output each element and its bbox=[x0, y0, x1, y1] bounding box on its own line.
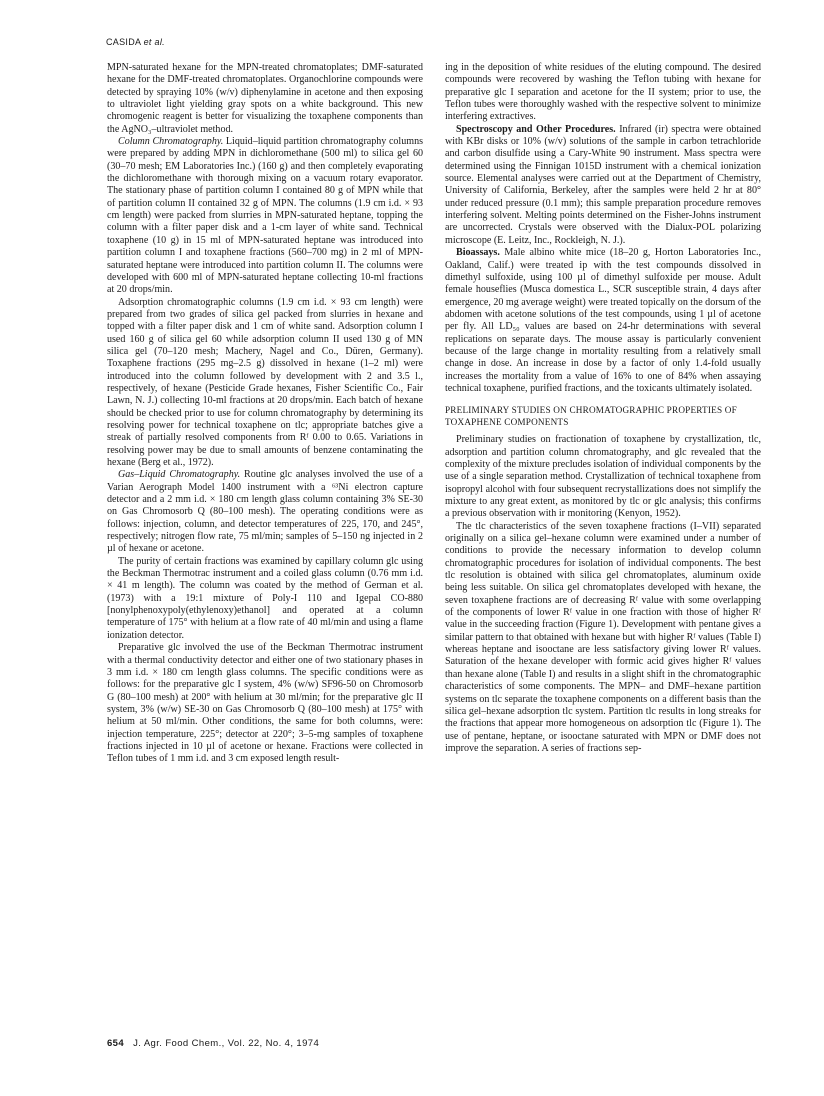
paragraph-preparative-glc: Preparative glc involved the use of the Beckman Thermotrac instrument with a thermal conductivity detector and either one of two stationary phases in 3 mm i.d. × 180 cm length glass columns. The specific conditions were as follows: for the preparative glc I system, 4% (w/w) SF96-50 on Chromosorb G (80–100 mesh) at 200° with helium at 30 ml/min; for the preparative glc II system, 3% (w/w) SE-30 on Gas Chromosorb Q (80–100 mesh) at 175° with helium at 50 ml/min. Other conditions, the same for both columns, were: injection temperature, 225°; detector at 220°; 3–5-mg samples of toxaphene fractions injected in 10 µl of acetone or hexane. Fractions were collected in Teflon tubes of 1 mm i.d. and 3 cm exposed length result- bbox=[107, 642, 423, 765]
paragraph-column-chromatography bbox=[107, 136, 423, 296]
paragraph-teflon-tubes: ing in the deposition of white residues of the eluting compound. The desired compounds were recovered by washing the Teflon tubing with hexane for preparative glc I separation and acetone for the II system; prior to use, the Teflon tubes were thoroughly washed with the respective solvent to minimize interfering extractives. bbox=[445, 62, 761, 123]
running-head bbox=[106, 37, 165, 47]
paragraph-capillary-glc: The purity of certain fractions was examined by capillary column glc using the Beckman Thermotrac instrument and a coiled glass column (0.76 mm i.d. × 41 m length). The column was coated by the method of German et al. (1973) with a 19:1 mixture of Poly-I 110 and Igepal CO-880 [nonylphenoxypoly(ethylenoxy)ethanol] and operated at a column temperature of 175° with helium at a flow rate of 40 ml/min and using a flame ionization detector. bbox=[107, 555, 423, 641]
paragraph-spectroscopy-text: Infrared (ir) spectra were obtained with KBr disks or 10% (w/v) solutions of the sample in carbon tetrachloride and carbon disulfide using a Cary-White 90 instrument. Mass spectra were determined using the Finnigan 1015D instrument with a chemical ionization source. Elemental analyses were carried out at the Department of Chemistry, University of California, Berkeley, after the samples were held 2 hr at 80° under reduced pressure (0.1 mm); this sample preparation procedure removes interfering solvent. Melting points determined on the Fisher-Johns instrument are uncorrected. Crystals were observed with the Dialux-POL polarizing microscope (E. Leitz, Inc., Rockleigh, N. J.). bbox=[445, 123, 761, 246]
paragraph-preliminary-studies: Preliminary studies on fractionation of toxaphene by crystallization, tlc, adsorption and partition column chromatography, and glc revealed that the complexity of the mixture precludes isolation of individual components by the use of a single separation method. Crystallization of technical toxaphene from isopropyl alcohol with four subsequent recrystallizations does not simplify the mixture to any great extent, as monitored by tlc or glc analysis; this confirms a previous observation with ir monitoring (Kenyon, 1952). bbox=[445, 434, 761, 520]
subhead-gas-liquid-chromatography: Gas–Liquid Chromatography. bbox=[118, 469, 241, 481]
running-head-etal: et al. bbox=[143, 37, 165, 47]
paragraph-glc-text: Routine glc analyses involved the use of a Varian Aerograph Model 1400 instrument with a ⁶³Ni electron capture detector and a 2 mm i.d. × 180 cm length glass column containing 3% SE-30 on Gas Chromosorb Q (80–100 mesh). The operating conditions were as follows: injection, column, and detector temperatures of 225, 170, and 245°, respectively; nitrogen flow rate, 75 ml/min; samples of 5–150 ng injected in 2 µl of hexane or acetone. bbox=[107, 469, 423, 555]
section-heading: PRELIMINARY STUDIES ON CHROMATOGRAPHIC PROPERTIES OF TOXAPHENE COMPONENTS bbox=[445, 405, 737, 427]
paragraph-column-chromatography-text: Liquid–liquid partition chromatography columns were prepared by adding MPN in dichloromethane (500 ml) to silica gel 60 (30–70 mesh; EM Laboratories Inc.) (160 g) and then completely evaporating the dichloromethane with thorough mixing on a vacuum rotary evaporator. The stationary phase of partition column I contained 80 g of MPN while that of partition column II contained 32 g of MPN. The columns (1.9 cm i.d. × 93 cm length) were packed from slurries in MPN-saturated heptane, topping the column with a filter paper disk and a 1-cm layer of white sand. Technical toxaphene (10 g) in 15 ml of MPN-saturated heptane was introduced into partition column I and toxaphene fractions (560–700 mg) in 2 ml of MPN-saturated heptane were introduced into partition column II. The columns were developed with 600 ml of MPN-saturated heptane collecting 10-ml fractions at 20 drops/min. bbox=[107, 136, 423, 296]
running-head-authors: CASIDA bbox=[106, 37, 141, 47]
right-column bbox=[445, 62, 761, 755]
paragraph-glc bbox=[107, 469, 423, 555]
paragraph-bioassays-text: Male albino white mice (18–20 g, Horton Laboratories Inc., Oakland, Calif.) were treated ip with the test compounds dissolved in dimethyl sulfoxide, using 100 µl of dimethyl sulfoxide per mouse. Adult female houseflies (Musca domestica L., SCR susceptible strain, 4 days after emergence, 20 mg average weight) were treated topically on the dorsum of the abdomen with acetone solutions of the test compounds, using 1 µl of acetone per fly. All LD₅₀ values are based on 24-hr determinations with several replications on separate days. The mouse assay is particularly convenient because of the large change in mortality resulting from a relatively small change in dose. An increase in dose by a factor of only 1.4-fold usually increases the mortality from a value of 16% to one of 84% when assaying technical toxaphene, purified fractions, and the toxicants ultimately isolated. bbox=[445, 247, 761, 394]
subhead-spectroscopy: Spectroscopy and Other Procedures. bbox=[456, 123, 616, 135]
paragraph-adsorption-columns: Adsorption chromatographic columns (1.9 cm i.d. × 93 cm length) were prepared from two grades of silica gel packed from slurries in hexane and topped with a filter paper disk and 1 cm of white sand. Adsorption column I used 160 g of silica gel 60 while adsorption column II used 130 g of MN silica gel (70–120 mesh; Machery, Nagel and Co., Düren, Germany). Toxaphene fractions (295 mg–2.5 g) dissolved in hexane (1–2 ml) were introduced into the column followed by development with 2 and 3.5 l., respectively, of hexane (Pesticide Grade hexanes, Fisher Scientific Co., Fair Lawn, N. J.) collecting 10-ml fractions at 20 drops/min. Each batch of hexane should be checked prior to use for column chromatography by determining its resolving power for technical toxaphene on tlc; appropriate batches give a streak of partially resolved components from Rᶠ 0.00 to 0.65. Variations in resolving power may be due to small amounts of benzene contaminating the hexane (Berg et al., 1972). bbox=[107, 296, 423, 468]
paragraph-tlc-characteristics: The tlc characteristics of the seven toxaphene fractions (I–VII) separated originally on a silica gel–hexane column were examined under a number of conditions to provide the necessary information to develop column chromatographic procedures for isolation of individual components. The best tlc resolution is obtained with silica gel chromatoplates, aluminum oxide being less suitable. On silica gel chromatoplates developed with hexane, the seven toxaphene fractions are of decreasing Rᶠ value with some overlapping of the components of lower Rᶠ value in one fraction with those of higher Rᶠ value in the succeeding fraction (Figure 1). Development with pentane gives a similar pattern to that obtained with hexane but with higher Rᶠ values (Table I) whereas heptane and isooctane are less satisfactory giving lower Rᶠ values. Saturation of the hexane developer with formic acid gives higher Rᶠ values than hexane alone (Table I) and results in a slight shift in the chromatographic characteristics of some components. The MPN– and DMF–hexane partition systems on tlc separate the toxaphene components on a different basis than the silica gel–hexane adsorption tlc system. Partition tlc results in long streaks for the fractions that appear more homogeneous on adsorption tlc (Figure 1). The use of pentane, heptane, or isooctane saturated with MPN or DMF does not improve the separation. A series of fractions sep- bbox=[445, 520, 761, 754]
subhead-column-chromatography: Column Chromatography. bbox=[118, 136, 224, 148]
page-footer bbox=[107, 1038, 319, 1049]
subhead-bioassays: Bioassays. bbox=[456, 247, 500, 259]
page-number: 654 bbox=[107, 1038, 125, 1049]
journal-citation: J. Agr. Food Chem., Vol. 22, No. 4, 1974 bbox=[133, 1038, 320, 1049]
paragraph-spectroscopy bbox=[445, 124, 761, 247]
paragraph-bioassays bbox=[445, 247, 761, 395]
paragraph-chromogenic-reagent: MPN-saturated hexane for the MPN-treated chromatoplates; DMF-saturated hexane for the DMF-treated chromatoplates. Organochlorine compounds were detected by spraying 10% (w/v) diphenylamine in acetone and then exposing to ultraviolet light yielding gray spots on a white background. This new chromogenic reagent is better for visualizing the toxaphene components than the AgNO₃–ultraviolet method. bbox=[107, 62, 423, 135]
left-column bbox=[107, 62, 423, 766]
